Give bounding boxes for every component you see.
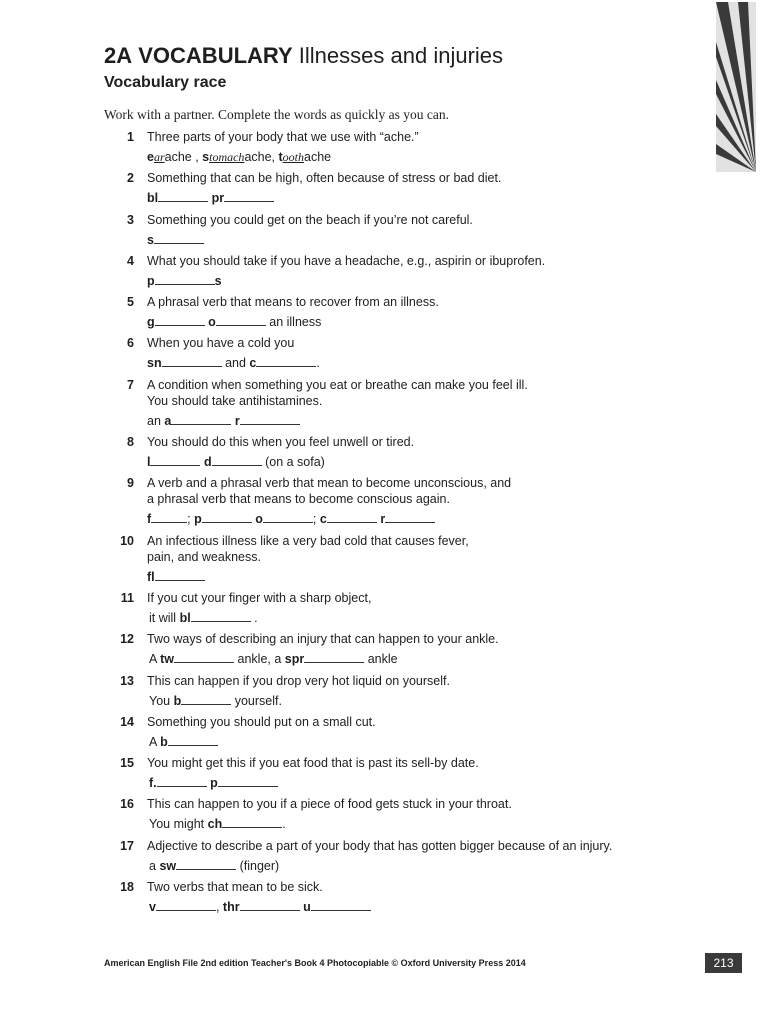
unit-code: 2A — [104, 43, 133, 68]
filled-letters: ar — [153, 150, 165, 164]
question-text: Something you should put on a small cut. — [147, 714, 376, 729]
hint-letters: p — [194, 512, 202, 527]
answer-text: ; — [312, 512, 317, 527]
answer-blank[interactable] — [218, 785, 278, 787]
answer-blank[interactable] — [174, 661, 234, 663]
answer-text: You might — [149, 817, 205, 832]
answer-blank[interactable] — [240, 423, 300, 425]
answer-line — [147, 273, 704, 289]
question-2 — [104, 170, 704, 206]
answer-blank[interactable] — [311, 909, 371, 911]
hint-letters: b — [173, 693, 182, 708]
hint-letters: thr — [222, 900, 240, 915]
question-number: 1 — [127, 130, 134, 144]
question-text: If you cut your finger with a sharp object, — [147, 590, 372, 605]
answer-blank[interactable] — [385, 521, 435, 523]
question-text: You might get this if you eat food that is past its sell-by date. — [147, 756, 479, 771]
hint-letters: a — [164, 413, 172, 428]
answer-blank[interactable] — [240, 909, 300, 911]
question-11 — [104, 590, 704, 626]
copyright-footer: American English File 2nd edition Teacher's Book 4 Photocopiable © Oxford University Press 2014 — [104, 958, 526, 968]
answer-blank[interactable] — [151, 521, 187, 523]
hint-letters: s — [202, 150, 210, 164]
answer-text: and — [225, 356, 246, 371]
answer-line — [147, 232, 704, 248]
filled-letters: tomach — [209, 150, 245, 164]
question-number: 12 — [120, 632, 134, 647]
answer-blank[interactable] — [150, 464, 200, 466]
hint-letters: pr — [211, 191, 225, 206]
answer-blank[interactable] — [263, 521, 313, 523]
question-6 — [104, 335, 704, 371]
answer-text: You — [149, 693, 171, 708]
answer-text: (on a sofa) — [265, 455, 325, 470]
hint-letters: b — [160, 734, 168, 749]
answer-line — [147, 454, 704, 470]
hint-letters: spr — [284, 652, 305, 667]
hint-letters: r — [234, 413, 240, 428]
question-number: 13 — [120, 673, 134, 688]
activity-title: Vocabulary race — [104, 74, 227, 91]
answer-blank[interactable] — [157, 785, 207, 787]
answer-blank[interactable] — [171, 423, 231, 425]
question-text: A condition when something you eat or breathe can make you feel ill. — [147, 377, 528, 392]
answer-line — [147, 693, 704, 709]
answer-line — [147, 314, 704, 330]
page-number: 213 — [705, 953, 742, 973]
hint-letters: o — [255, 512, 263, 527]
question-1 — [104, 129, 704, 165]
hint-letters: ch — [207, 817, 223, 832]
answer-text: yourself. — [234, 693, 282, 708]
answer-blank[interactable] — [181, 703, 231, 705]
hint-letters: fl — [147, 569, 155, 584]
answer-text: ache — [304, 150, 332, 164]
question-number: 5 — [127, 295, 134, 310]
question-4 — [104, 253, 704, 289]
answer-line — [147, 511, 704, 527]
question-15 — [104, 755, 704, 791]
hint-letters: p — [210, 776, 218, 791]
hint-letters: f — [147, 512, 152, 527]
question-text: Three parts of your body that we use with “ache.” — [147, 130, 419, 144]
hint-letters: t — [278, 150, 283, 164]
question-number: 16 — [120, 797, 134, 812]
hint-letters: s — [214, 273, 222, 288]
sunburst-decoration — [716, 2, 756, 172]
answer-blank[interactable] — [155, 324, 205, 326]
answer-blank[interactable] — [156, 909, 216, 911]
question-10 — [104, 533, 704, 585]
hint-letters: tw — [160, 652, 175, 667]
answer-blank[interactable] — [304, 661, 364, 663]
question-number: 9 — [127, 476, 134, 491]
question-text: Something that can be high, often because of stress or bad diet. — [147, 171, 502, 186]
question-number: 8 — [127, 435, 134, 450]
question-text: You should take antihistamines. — [147, 393, 323, 408]
hint-letters: s — [147, 232, 154, 247]
answer-blank[interactable] — [256, 365, 316, 367]
question-text: a phrasal verb that means to become conscious again. — [147, 492, 450, 507]
answer-blank[interactable] — [202, 521, 252, 523]
question-text: Two verbs that mean to be sick. — [147, 880, 323, 895]
answer-line — [147, 775, 704, 791]
question-text: A phrasal verb that means to recover from an illness. — [147, 295, 439, 310]
hint-letters: r — [380, 512, 386, 527]
question-number: 3 — [127, 212, 134, 227]
answer-blank[interactable] — [154, 242, 204, 244]
question-text: When you have a cold you — [147, 336, 295, 351]
question-list — [104, 129, 704, 920]
answer-text: . — [282, 817, 286, 832]
answer-blank[interactable] — [162, 365, 222, 367]
answer-line — [147, 413, 704, 429]
question-number: 6 — [127, 336, 134, 351]
answer-line — [147, 734, 704, 750]
hint-letters: bl — [179, 610, 191, 625]
topic-name: Illnesses and injuries — [298, 43, 504, 68]
answer-blank[interactable] — [158, 200, 208, 202]
answer-blank[interactable] — [155, 283, 215, 285]
answer-blank[interactable] — [222, 826, 282, 828]
answer-text: . — [316, 356, 320, 371]
question-14 — [104, 714, 704, 750]
hint-letters: d — [203, 455, 212, 470]
question-number: 10 — [120, 533, 134, 548]
instructions: Work with a partner. Complete the words as quickly as you can. — [104, 107, 449, 122]
answer-blank[interactable] — [224, 200, 274, 202]
question-number: 4 — [127, 253, 134, 268]
hint-letters: sw — [159, 858, 177, 873]
answer-line — [147, 190, 704, 206]
question-number: 2 — [127, 171, 134, 186]
answer-text: an — [147, 413, 161, 428]
hint-letters: o — [208, 315, 216, 330]
answer-text: , — [215, 900, 220, 915]
question-13 — [104, 673, 704, 709]
question-16 — [104, 796, 704, 832]
question-text: This can happen if you drop very hot liquid on yourself. — [147, 673, 450, 688]
hint-letters: p — [147, 273, 155, 288]
question-number: 18 — [120, 880, 134, 895]
hint-letters: f. — [149, 776, 157, 791]
section-name: VOCABULARY — [138, 43, 293, 68]
hint-letters: c — [319, 512, 327, 527]
answer-line — [147, 569, 704, 585]
filled-letters: ooth — [282, 150, 305, 164]
answer-line — [147, 858, 704, 874]
answer-text: a — [149, 858, 156, 873]
question-number: 15 — [120, 756, 134, 771]
answer-blank[interactable] — [327, 521, 377, 523]
answer-text: A — [149, 652, 157, 667]
question-12 — [104, 631, 704, 667]
answer-text: an illness — [269, 315, 322, 330]
question-text: This can happen to you if a piece of food gets stuck in your throat. — [147, 797, 512, 812]
answer-text: ; — [187, 512, 191, 527]
question-text: What you should take if you have a headache, e.g., aspirin or ibuprofen. — [147, 253, 546, 268]
answer-blank[interactable] — [216, 324, 266, 326]
hint-letters: bl — [147, 191, 159, 206]
question-number: 14 — [120, 714, 134, 729]
answer-text: (finger) — [239, 858, 280, 873]
hint-letters: v — [149, 900, 156, 915]
question-17 — [104, 838, 704, 874]
question-3 — [104, 212, 704, 248]
hint-letters: u — [303, 900, 311, 915]
question-number: 7 — [127, 377, 134, 392]
answer-line — [147, 355, 704, 371]
answer-text: ache , — [164, 150, 203, 164]
hint-letters: e — [147, 150, 154, 164]
hint-letters: sn — [147, 356, 162, 371]
question-text: A verb and a phrasal verb that mean to become unconscious, and — [147, 476, 512, 491]
answer-line — [147, 610, 704, 626]
answer-text: it will — [149, 610, 177, 625]
hint-letters: g — [147, 315, 155, 330]
answer-blank[interactable] — [191, 620, 251, 622]
question-text: You should do this when you feel unwell or tired. — [147, 435, 415, 450]
question-5 — [104, 294, 704, 330]
question-text: Two ways of describing an injury that can happen to your ankle. — [147, 632, 499, 647]
example-answer — [147, 149, 704, 165]
answer-line — [147, 816, 704, 832]
question-text: An infectious illness like a very bad cold that causes fever, — [147, 533, 469, 548]
answer-text: A — [149, 734, 157, 749]
answer-line — [147, 899, 704, 915]
question-text: Something you could get on the beach if you’re not careful. — [147, 212, 473, 227]
question-text: pain, and weakness. — [147, 549, 261, 564]
answer-text: ache, — [244, 150, 279, 164]
answer-text: . — [254, 610, 258, 625]
header — [104, 42, 503, 92]
question-8 — [104, 434, 704, 470]
question-18 — [104, 879, 704, 915]
answer-blank[interactable] — [176, 868, 236, 870]
question-text: Adjective to describe a part of your body that has gotten bigger because of an injury. — [147, 838, 613, 853]
answer-line — [147, 651, 704, 667]
answer-blank[interactable] — [212, 464, 262, 466]
question-number: 11 — [120, 590, 134, 605]
question-7 — [104, 377, 704, 429]
answer-text: ankle, a — [237, 652, 282, 667]
question-number: 17 — [120, 838, 134, 853]
answer-text: ankle — [367, 652, 398, 667]
question-9 — [104, 475, 704, 527]
page-title — [104, 42, 503, 70]
answer-blank[interactable] — [168, 744, 218, 746]
answer-blank[interactable] — [155, 579, 205, 581]
hint-letters: c — [249, 356, 257, 371]
hint-letters: l — [147, 455, 151, 470]
